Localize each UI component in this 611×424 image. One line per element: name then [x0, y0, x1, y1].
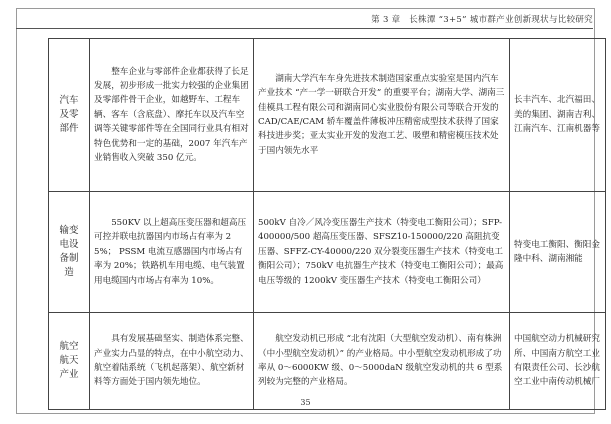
table-row — [49, 192, 606, 313]
category-cell — [49, 313, 90, 410]
development-cell: 550KV 以上超高压变压器和超高压可控并联电抗器国内市场占有率为 25%； PSSM 电流互感器国内市场占有率为 20%；铁路机车用电缆、电气装置用电缆国内市场占有率为 10%。 — [90, 192, 254, 313]
firms-cell: 长丰汽车、北汽福田、美的集团、湖南吉利、江南汽车、江南机器等 — [510, 39, 606, 192]
category-label: 输变电设备制造 — [59, 225, 79, 278]
technology-text: 湖南大学汽车车身先进技术制造国家重点实验室是国内汽车产业技术 “产一学一研联合开发” 的重要平台；湖南大学、湖南三佳模具工程有限公司和湖南同心实业股份有限公司等联合开发的 CAD/CAE/CAM 轿车覆盖件薄板冲压精密成型技术获得了国家科技进步奖；亚太实业开发的发泡工艺、吸塑和精密模压技术处于国内领先水平 — [258, 73, 505, 156]
development-cell: 整车企业与零部件企业都获得了长足发展，初步形成一批实力较强的企业集团及零部件骨干企业，如越野车、工程车辆、客车（含底盘）、摩托车以及汽车空调等关键零部件等在全国同行业具有相对特色优势和一定的基础，2007 年汽车产业销售收入突破 350 亿元。 — [90, 39, 254, 192]
technology-cell — [254, 39, 510, 192]
table-row — [49, 313, 606, 410]
firms-cell: 特变电工衡阳、衡阳金隆中科、湖南湘能 — [510, 192, 606, 313]
technology-cell — [254, 192, 510, 313]
technology-cell — [254, 313, 510, 410]
industry-comparison-table — [48, 38, 606, 410]
category-cell — [49, 192, 90, 313]
development-cell: 具有发展基础坚实、制造体系完整、产业实力凸显的特点，在中小航空动力、航空着陆系统（飞机起落架）、航空新材料等方面处于国内领先地位。 — [90, 313, 254, 410]
firms-cell: 中国航空动力机械研究所、中国南方航空工业有限责任公司、长沙航空工业中南传动机械厂 — [510, 313, 606, 410]
technology-text: 500kV 自冷／风冷变压器生产技术（特变电工衡阳公司）；SFP-400000/500 超高压变压器、SFSZ10-150000/220 高阻抗变压器、SFFZ-CY-40000/220 双分裂变压器生产技术（特变电工衡阳公司）；750kV 电抗器生产技术（特变电工衡阳公司）；最高电压等级的 1200kV 变压器生产技术（特变电工衡阳公司） — [258, 217, 504, 286]
category-label: 航空航天产业 — [59, 341, 79, 380]
category-label: 汽车及零部件 — [59, 95, 79, 134]
category-cell — [49, 39, 90, 192]
header-rule — [16, 28, 593, 29]
table-row — [49, 39, 606, 192]
technology-text: 航空发动机已形成 “北有沈阳（大型航空发动机）、南有株洲（中小型航空发动机）” 的产业格局。中小型航空发动机形成了功率从 0～6000KW 级、0～5000daN 级航空发动机的共 6 型系列较为完整的产业格局。 — [258, 334, 503, 388]
page-number: 35 — [300, 398, 311, 407]
running-header: 第 3 章 长株潭 “3+5” 城市群产业创新现状与比较研究 — [371, 15, 593, 25]
